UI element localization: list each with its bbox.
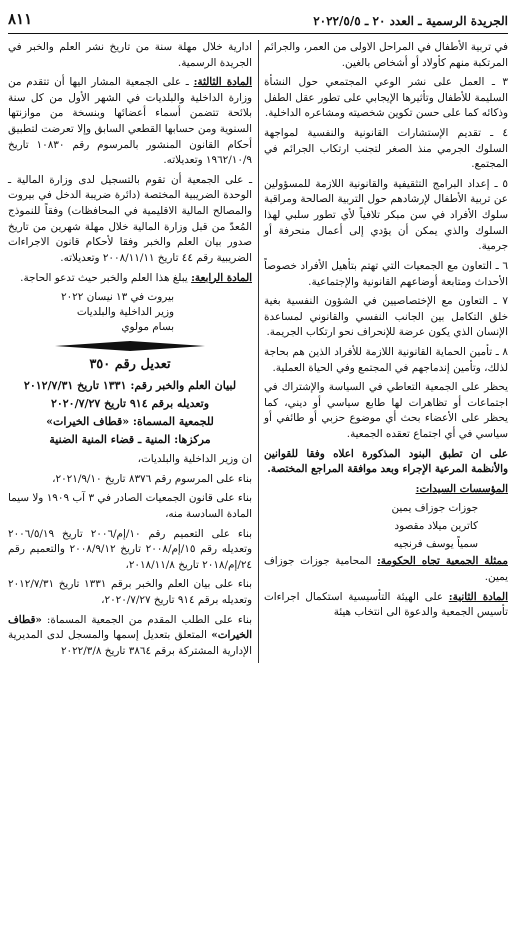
- item-8: ٨ ـ تأمين الحماية القانونية اللازمة للأفراد الذين هم بحاجة لذلك، وتأمين إندماجهم في المجتمع وفي الحياة العملية.: [264, 345, 508, 374]
- representative-name: المحامية جوزات جوزاف يمين.: [264, 555, 508, 583]
- item-5: ٥ ـ إعداد البرامج التثقيفية والقانونية اللازمة للمسؤولين عن تربية الأطفال لإرشادهم حول التربية الصالحة ومراقبة سلوك الأفراد في سن مبكر تلافياً لأي تطور سلبي لهذا السلوك والذي يمكن أن يؤدي إلى أعمال منحرفة أو جرمية.: [264, 177, 508, 253]
- column-divider: [258, 40, 259, 663]
- representative: [264, 554, 508, 585]
- left-column: [8, 40, 252, 663]
- signature-name: بسام مولوي: [121, 321, 174, 334]
- paragraph: في تربية الأطفال في المراحل الاولى من العمر، والجرائم المرتكبة منهم كأولاد أو أشخاص بالغين.: [264, 41, 508, 69]
- representative-label: ممثلة الجمعية تجاه الحكومة:: [376, 555, 508, 568]
- article-2-label: المادة الثانية:: [448, 590, 508, 603]
- founder-name: كاترين ميلاد مقصود: [394, 520, 478, 533]
- whereas-clause: [8, 613, 252, 660]
- association-location: مركزها: المنية ـ قضاء المنية الضنية: [49, 433, 211, 447]
- item-3: ٣ ـ العمل على نشر الوعي المجتمعي حول النشأة السليمة للأطفال وتأثيرها الإيجابي على تطور عقل الطفل وذكائه كما على حسن تكوين شخصيته ومشاعره الداخلية.: [264, 76, 508, 120]
- page-number: ٨١١: [8, 9, 33, 28]
- item-4: ٤ ـ تقديم الإستشارات القانونية والنفسية لمواجهة السلوك الجرمي منذ الصغر لتجنب ارتكاب الجرائم في المجتمع.: [264, 127, 508, 171]
- compliance-paragraph: على ان تطبق البنود المذكورة اعلاه وفقا للقوانين والأنظمة المرعية الإجراء وبعد موافقة المراجع المختصة.: [264, 447, 508, 476]
- article-4: [8, 271, 252, 287]
- tax-registration-paragraph: ـ على الجمعية أن تقوم بالتسجيل لدى وزارة المالية ـ الوحدة الضريبية المختصة (دائرة ضريبة الدخل في بيروت والمصالح المالية الاقليمية في المحافظات) وفقاً للنموذج المُعدّ من قبل وزارة المالية خلال مهلة شهرين من تاريخ صدور بيان العلم والخبر وفقا لأحكام قانون الاجراءات الضريبية رقم ٤٤ تاريخ ٢٠٠٨/١١/١١ وتعديلاته.: [8, 173, 252, 264]
- item-7: ٧ ـ التعاون مع الإختصاصيين في الشؤون النفسية بغية خلق التكامل بين الجانب النفسي والقانوني لمساعدة الإنسان الذي يكون عرضة للإنحراف نحو ارتكاب الجريمة.: [264, 295, 508, 339]
- whereas-clause: بناء على التعميم رقم ١٠/إم/٢٠٠٦ تاريخ ٢٠٠٦/٥/١٩ وتعديله رقم ١٥/إم/٢٠٠٨ تاريخ ٢٠٠٨/٩/١٢ والتعميم رقم ٢٤/إم/٢٠١٨ تاريخ ٢٠١٨/١١/٨،: [8, 527, 253, 571]
- amendment-title: تعديل رقم ٣٥٠: [89, 357, 171, 373]
- minister-intro: ان وزير الداخلية والبلديات،: [137, 453, 252, 466]
- whereas-clause: بناء على المرسوم رقم ٨٣٧٦ تاريخ ٢٠٢١/٩/١٠،: [52, 472, 252, 485]
- signature-block: [8, 290, 252, 335]
- article-3-label: المادة الثالثة:: [193, 76, 252, 89]
- gazette-page: [8, 0, 508, 663]
- association-name-inline: «قطاف الخيرات»: [8, 613, 252, 642]
- association-name: للجمعية المسماة: «قطاف الخيرات»: [46, 414, 214, 428]
- gazette-title: الجريدة الرسمية ـ العدد ٢٠ ـ ٢٠٢٢/٥/٥: [313, 14, 508, 28]
- article-4-label: المادة الرابعة:: [191, 271, 252, 284]
- whereas-text: المتعلق بتعديل إسمها والمسجل لدى المديرية الإدارية المشتركة برقم ٣٨٦٤ تاريخ ٢٠٢٢/٣/٨: [8, 629, 252, 657]
- founder-name: جوزات جوزاف يمين: [391, 502, 478, 515]
- article-3-text: ـ على الجمعية المشار اليها أن تتقدم من وزارة الداخلية والبلديات في الشهر الأول من كل سنة بلائحة تتضمن أسماء أعضائها وبنسخة من موازنتها السنوية ومن حسابها القطعي السابق وإلا تعرضت لتطبيق أحكام القانون المنشور بالمرسوم رقم ١٠٨٣٠ تاريخ ١٩٦٢/١٠/٩ وتعديلاته.: [8, 76, 253, 167]
- article-2: [264, 590, 508, 621]
- founders-label: المؤسسات السيدات:: [415, 482, 508, 495]
- amendment-reference: لبيان العلم والخبر رقم: ١٣٣١ تاريخ ٢٠١٢/٧/٣١: [23, 378, 237, 392]
- founder-name: سمياً يوسف فرنجيه: [393, 537, 478, 550]
- amendment-reference: وتعديله برقم ٩١٤ تاريخ ٢٠٢٠/٧/٢٧: [50, 396, 210, 410]
- signature-title: وزير الداخلية والبلديات: [76, 306, 174, 319]
- article-3: [8, 75, 252, 169]
- ornament-divider-icon: [55, 341, 205, 351]
- founders-list: [264, 501, 508, 552]
- prohibition-paragraph: يحظر على الجمعية التعاطي في السياسة والإشتراك في اجتماعات أو تظاهرات لها طابع سياسي أو ديني، كما يحظر على الأعضاء بحث أي موضوع حزبي أو طائفي أو سياسي في أي اجتماع تعقده الجمعية.: [264, 381, 508, 441]
- article-4-text: يبلغ هذا العلم والخبر حيث تدعو الحاجة.: [20, 271, 188, 284]
- page-header: [8, 8, 508, 34]
- whereas-clause: بناء على قانون الجمعيات الصادر في ٣ آب ١٩٠٩ ولا سيما المادة السادسة منه،: [8, 492, 252, 520]
- item-6: ٦ ـ التعاون مع الجمعيات التي تهتم بتأهيل الأفراد خصوصاً الأحداث ومتابعة أوضاعهم القانونية والإجتماعية.: [264, 259, 508, 288]
- two-column-body: [8, 40, 508, 663]
- right-column: [264, 40, 508, 663]
- article-2-text: على الهيئة التأسيسية استكمال اجراءات تأسيس الجمعية والدعوة الى انتخاب هيئة: [264, 590, 508, 619]
- whereas-text: بناء على الطلب المقدم من الجمعية المسماة:: [46, 613, 252, 626]
- signature-place-date: بيروت في ١٣ نيسان ٢٠٢٢: [61, 291, 174, 304]
- section-separator: [8, 341, 252, 351]
- whereas-clause: بناء على بيان العلم والخبر برقم ١٣٣١ تاريخ ٢٠١٢/٧/٣١ وتعديله برقم ٩١٤ تاريخ ٢٠٢٠/٧/٢٧،: [8, 578, 252, 606]
- paragraph: ادارية خلال مهلة سنة من تاريخ نشر العلم والخبر في الجريدة الرسمية.: [8, 41, 252, 69]
